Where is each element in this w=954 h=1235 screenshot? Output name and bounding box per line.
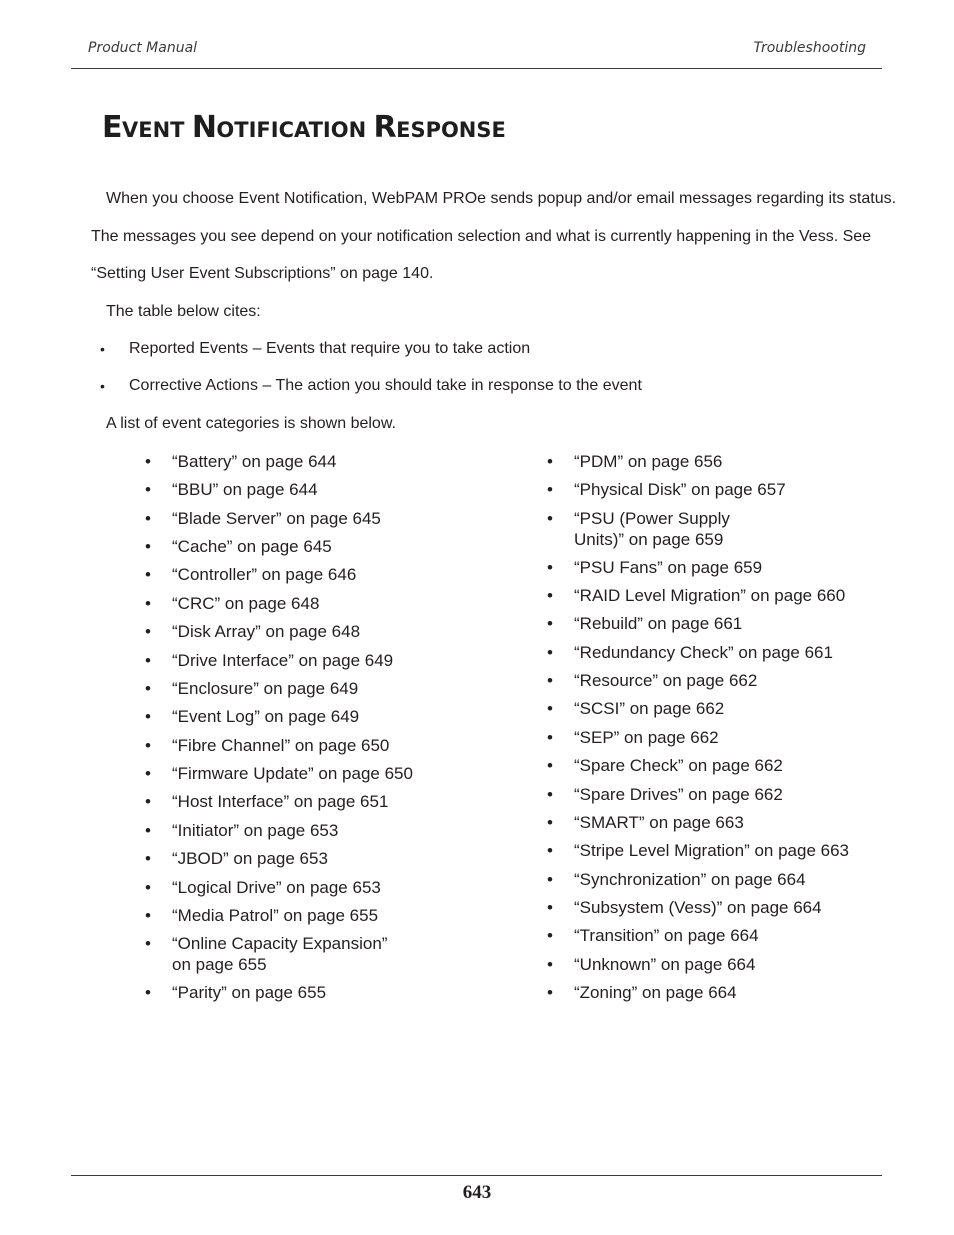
right-item-text: “Subsystem (Vess)” on page 664 (574, 898, 822, 917)
left-item[interactable] (145, 621, 361, 642)
footer-rule (71, 1175, 882, 1176)
right-item[interactable] (547, 479, 786, 500)
bullet-dot: • (547, 586, 553, 605)
right-item[interactable] (547, 451, 723, 472)
page-number: 643 (462, 1182, 492, 1203)
header-rule (71, 68, 882, 69)
bullet-dot: • (547, 983, 553, 1002)
left-item[interactable] (145, 933, 388, 975)
bullet-dot: • (145, 651, 151, 670)
left-item-text: “Media Patrol” on page 655 (172, 906, 379, 925)
right-item-text: “SCSI” on page 662 (574, 699, 725, 718)
running-header (88, 40, 866, 60)
left-item-text: “JBOD” on page 653 (172, 849, 328, 868)
bullet-dot: • (547, 452, 553, 471)
left-item[interactable] (145, 905, 379, 926)
title-cap-3: R (373, 110, 397, 145)
right-item[interactable] (547, 670, 758, 691)
left-item[interactable] (145, 791, 389, 812)
bullet-dot: • (145, 679, 151, 698)
left-item-text: “Host Interface” on page 651 (172, 792, 389, 811)
bullet-dot: • (145, 565, 151, 584)
left-item-text: “Cache” on page 645 (172, 537, 332, 556)
bullet-dot: • (547, 480, 553, 499)
bullet-dot: • (145, 906, 151, 925)
right-item-text: “PSU Fans” on page 659 (574, 558, 763, 577)
bullet-dot: • (145, 792, 151, 811)
intro-line-2: The messages you see depend on your notification selection and what is currently happening in the Vess. See (91, 228, 872, 245)
right-item[interactable] (547, 784, 783, 805)
left-item[interactable] (145, 650, 394, 671)
left-item-text: “Initiator” on page 653 (172, 821, 339, 840)
table-cites-text: The table below cites: (106, 303, 261, 320)
bullet-dot: • (145, 934, 151, 953)
bullet-dot: • (145, 707, 151, 726)
bullet-dot: • (547, 558, 553, 577)
bullet-dot: • (145, 594, 151, 613)
bullet-dot: • (145, 878, 151, 897)
left-item[interactable] (145, 763, 413, 784)
bullet-dot: • (145, 849, 151, 868)
title-cap-1: E (102, 110, 122, 145)
bullet-dot: • (547, 671, 553, 690)
bullet-dot: • (547, 926, 553, 945)
left-item[interactable] (145, 735, 390, 756)
right-item-text: “Physical Disk” on page 657 (574, 480, 786, 499)
right-item[interactable] (547, 727, 719, 748)
left-item-text: “Parity” on page 655 (172, 983, 327, 1002)
left-item[interactable] (145, 451, 337, 472)
bullet-reported-events: Reported Events – Events that require you to take action (129, 340, 531, 357)
left-item-text: “Enclosure” on page 649 (172, 679, 359, 698)
right-item-text: “SEP” on page 662 (574, 728, 719, 747)
bullet-dot: • (547, 898, 553, 917)
left-item-text: on page 655 (172, 955, 267, 974)
left-item[interactable] (145, 593, 320, 614)
bullet-dot: • (145, 509, 151, 528)
left-item[interactable] (145, 564, 357, 585)
left-item-text: “Event Log” on page 649 (172, 707, 360, 726)
left-item-text: “Controller” on page 646 (172, 565, 357, 584)
left-item-text: “Battery” on page 644 (172, 452, 337, 471)
right-item-text: “Spare Check” on page 662 (574, 756, 783, 775)
bullet-dot: • (547, 955, 553, 974)
bullet-dot: • (547, 870, 553, 889)
left-item-text: “Disk Array” on page 648 (172, 622, 361, 641)
right-item-text: “Redundancy Check” on page 661 (574, 643, 833, 662)
left-item[interactable] (145, 706, 360, 727)
bullet-dot: • (145, 480, 151, 499)
bullet-dot: • (547, 841, 553, 860)
left-item[interactable] (145, 848, 328, 869)
left-item[interactable] (145, 678, 359, 699)
left-item[interactable] (145, 479, 318, 500)
right-item[interactable] (547, 698, 725, 719)
right-item-text: Units)” on page 659 (574, 530, 724, 549)
right-item[interactable] (547, 897, 822, 918)
right-item[interactable] (547, 642, 833, 663)
left-item-text: “CRC” on page 648 (172, 594, 320, 613)
right-item[interactable] (547, 755, 783, 776)
bullet-dot: • (547, 785, 553, 804)
left-item[interactable] (145, 877, 381, 898)
page-title (102, 110, 506, 145)
right-item-text: “Resource” on page 662 (574, 671, 758, 690)
title-rest-3: ESPONSE (396, 118, 506, 142)
title-rest-1: VENT (122, 118, 192, 142)
bullet-dot: • (145, 736, 151, 755)
right-item[interactable] (547, 613, 743, 634)
bullet-dot: • (145, 622, 151, 641)
left-item-text: “Fibre Channel” on page 650 (172, 736, 390, 755)
right-item-text: “Spare Drives” on page 662 (574, 785, 783, 804)
left-item-text: “Blade Server” on page 645 (172, 509, 381, 528)
left-item[interactable] (145, 536, 332, 557)
left-item-text: “Online Capacity Expansion” (172, 934, 388, 953)
bullet-corrective-actions: Corrective Actions – The action you should take in response to the event (129, 377, 642, 394)
left-item-text: “BBU” on page 644 (172, 480, 318, 499)
list-intro-text: A list of event categories is shown below. (106, 415, 396, 432)
header-manual-title: Product Manual (88, 40, 198, 56)
right-item-text: “SMART” on page 663 (574, 813, 744, 832)
bullet-dot: • (145, 764, 151, 783)
left-item-text: “Drive Interface” on page 649 (172, 651, 394, 670)
right-item-text: “PSU (Power Supply (574, 509, 730, 528)
bullet-dot: • (547, 509, 553, 528)
right-item[interactable] (547, 925, 759, 946)
right-item[interactable] (547, 812, 744, 833)
bullet-dot: • (547, 813, 553, 832)
left-item[interactable] (145, 508, 381, 529)
right-item[interactable] (547, 557, 763, 578)
bullet-dot: • (145, 821, 151, 840)
right-item-text: “Stripe Level Migration” on page 663 (574, 841, 849, 860)
intro-line-3: “Setting User Event Subscriptions” on page 140. (91, 265, 434, 282)
bullet-dot: • (547, 614, 553, 633)
bullet-dot: • (100, 378, 105, 394)
title-cap-2: N (191, 110, 217, 145)
right-item-text: “Transition” on page 664 (574, 926, 759, 945)
right-item-text: “Rebuild” on page 661 (574, 614, 743, 633)
right-item-text: “RAID Level Migration” on page 660 (574, 586, 846, 605)
right-item[interactable] (547, 508, 730, 550)
bullet-dot: • (547, 699, 553, 718)
bullet-dot: • (100, 341, 105, 357)
right-item-text: “PDM” on page 656 (574, 452, 723, 471)
left-item-text: “Firmware Update” on page 650 (172, 764, 413, 783)
right-item[interactable] (547, 585, 846, 606)
bullet-dot: • (145, 452, 151, 471)
right-item-text: “Unknown” on page 664 (574, 955, 756, 974)
bullet-dot: • (145, 537, 151, 556)
bullet-dot: • (547, 643, 553, 662)
intro-line-1: When you choose Event Notification, WebPAM PROe sends popup and/or email messages regarding its status. (106, 190, 897, 207)
right-item-text: “Zoning” on page 664 (574, 983, 737, 1002)
right-item-text: “Synchronization” on page 664 (574, 870, 806, 889)
right-item[interactable] (547, 869, 806, 890)
right-item[interactable] (547, 982, 737, 1003)
left-item[interactable] (145, 820, 339, 841)
left-item-text: “Logical Drive” on page 653 (172, 878, 381, 897)
header-section-title: Troubleshooting (753, 40, 866, 56)
right-item[interactable] (547, 954, 756, 975)
left-item[interactable] (145, 982, 327, 1003)
bullet-dot: • (145, 983, 151, 1002)
right-item[interactable] (547, 840, 849, 861)
bullet-dot: • (547, 728, 553, 747)
bullet-dot: • (547, 756, 553, 775)
title-rest-2: OTIFICATION (216, 118, 374, 142)
